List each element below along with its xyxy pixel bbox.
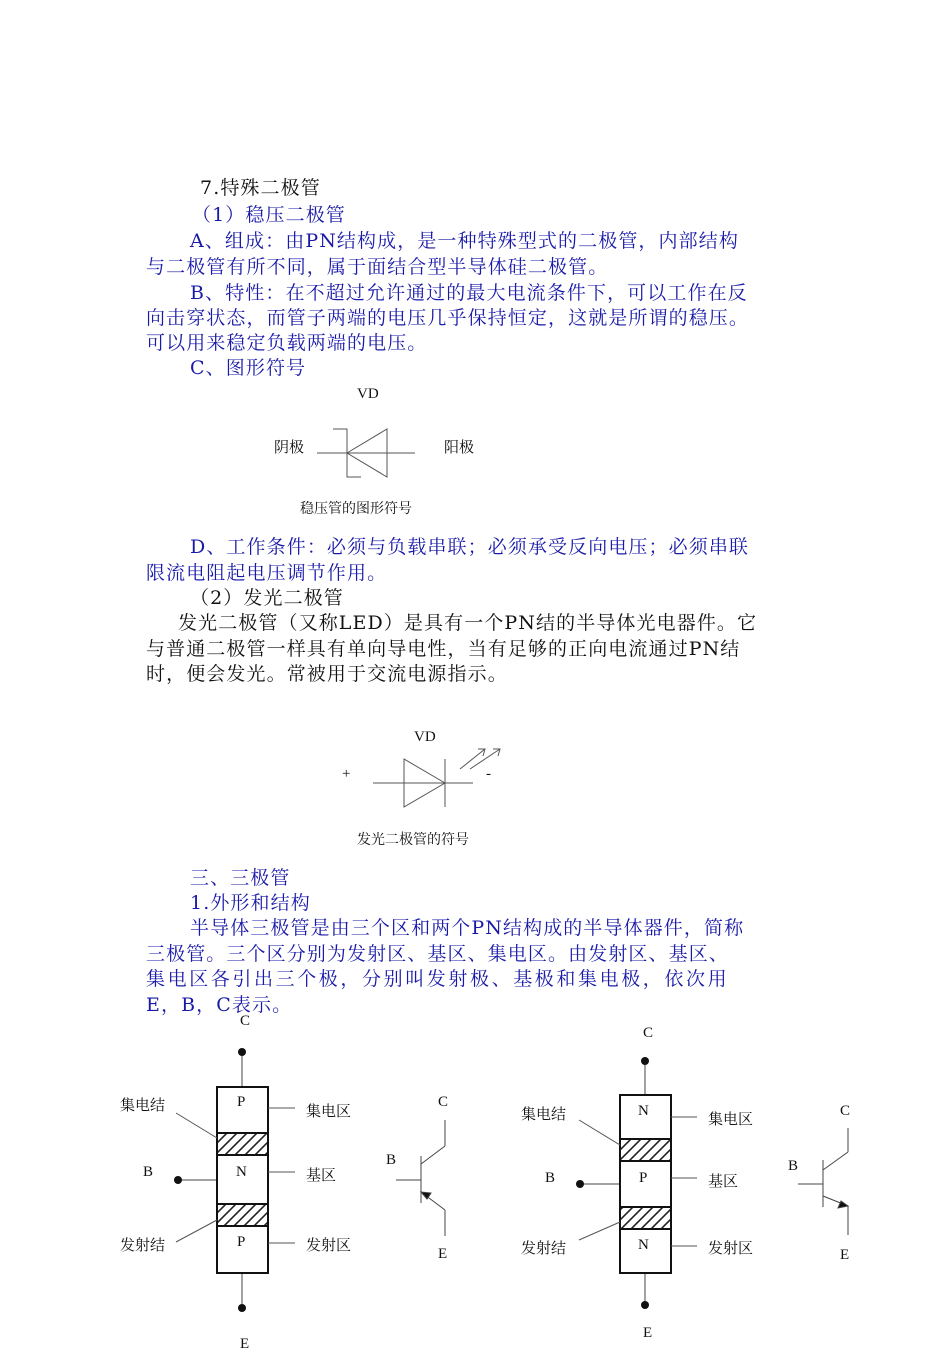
paragraph-line: 可以用来稳定负载两端的电压。 xyxy=(146,332,428,354)
paragraph-line: 发光二极管（又称LED）是具有一个PN结的半导体光电器件。它 xyxy=(178,612,758,634)
npn-symbol-c-label: C xyxy=(840,1103,851,1119)
pnp-collector-junction-label: 集电结 xyxy=(120,1098,166,1114)
led-symbol xyxy=(373,749,500,807)
pnp-emitter-region-label: 发射区 xyxy=(306,1238,352,1254)
npn-layer-top: N xyxy=(638,1103,649,1119)
paragraph-line: D、工作条件：必须与负载串联；必须承受反向电压；必须串联 xyxy=(190,536,750,558)
paragraph-line: 限流电阻起电压调节作用。 xyxy=(146,562,388,584)
npn-collector-junction-label: 集电结 xyxy=(521,1107,567,1123)
npn-collector-region-label: 集电区 xyxy=(708,1112,754,1128)
npn-c-label: C xyxy=(643,1025,654,1041)
zener-anode-label: 阳极 xyxy=(444,440,475,456)
npn-e-label: E xyxy=(643,1325,653,1341)
pnp-collector-region-label: 集电区 xyxy=(306,1104,352,1120)
npn-layer-bot: N xyxy=(638,1237,649,1253)
paragraph-line: 集电区各引出三个极，分别叫发射极、基极和集电极，依次用 xyxy=(146,968,730,990)
pnp-c-label: C xyxy=(240,1013,251,1029)
pnp-structure xyxy=(174,1048,295,1312)
paragraph-line: C、图形符号 xyxy=(190,357,307,379)
paragraph-line: A、组成：由PN结构成，是一种特殊型式的二极管，内部结构 xyxy=(190,230,739,252)
heading-shape-structure: 1.外形和结构 xyxy=(190,892,311,914)
light-arrow-2 xyxy=(470,749,500,769)
pnp-base-region-label: 基区 xyxy=(306,1168,337,1184)
paragraph-line: B、特性：在不超过允许通过的最大电流条件下，可以工作在反 xyxy=(190,282,748,304)
npn-structure xyxy=(576,1057,697,1309)
npn-base-region-label: 基区 xyxy=(708,1174,739,1190)
paragraph-line: 向击穿状态，而管子两端的电压几乎保持恒定，这就是所谓的稳压。 xyxy=(146,307,750,329)
pnp-symbol-b-label: B xyxy=(386,1152,397,1168)
pnp-layer-mid: N xyxy=(236,1164,247,1180)
paragraph-line: 与普通二极管一样具有单向导电性，当有足够的正向电流通过PN结 xyxy=(146,638,741,660)
paragraph-line: 半导体三极管是由三个区和两个PN结构成的半导体器件，简称 xyxy=(190,917,745,939)
pnp-emitter-junction-label: 发射结 xyxy=(120,1238,166,1254)
npn-symbol xyxy=(798,1128,848,1235)
heading-led: （2）发光二极管 xyxy=(190,587,344,609)
pnp-symbol-c-label: C xyxy=(438,1094,449,1110)
npn-emitter-region-label: 发射区 xyxy=(708,1241,754,1257)
zener-caption: 稳压管的图形符号 xyxy=(300,502,412,517)
paragraph-line: E，B，C表示。 xyxy=(146,994,293,1016)
pnp-symbol-e-label: E xyxy=(438,1246,448,1262)
paragraph-line: 三极管。三个区分别为发射区、基区、集电区。由发射区、基区、 xyxy=(146,943,729,965)
pnp-e-label: E xyxy=(240,1336,250,1352)
zener-vd-label: VD xyxy=(357,386,379,402)
light-arrow-1 xyxy=(460,749,485,769)
heading-transistor: 三、三极管 xyxy=(190,867,291,889)
led-caption: 发光二极管的符号 xyxy=(357,833,469,848)
led-plus-label: + xyxy=(342,766,351,782)
pnp-layer-top: P xyxy=(237,1094,246,1110)
npn-symbol-b-label: B xyxy=(788,1158,799,1174)
npn-b-label: B xyxy=(545,1170,556,1186)
pnp-b-label: B xyxy=(143,1164,154,1180)
npn-symbol-e-label: E xyxy=(840,1247,850,1263)
heading-zener-diode: （1）稳压二极管 xyxy=(192,204,346,226)
heading-special-diodes: 7.特殊二极管 xyxy=(200,177,321,199)
zener-symbol xyxy=(317,429,415,477)
paragraph-line: 与二极管有所不同，属于面结合型半导体硅二极管。 xyxy=(146,256,609,278)
pnp-symbol xyxy=(396,1120,445,1236)
paragraph-line: 时，便会发光。常被用于交流电源指示。 xyxy=(146,663,508,685)
pnp-layer-bot: P xyxy=(237,1234,246,1250)
led-vd-label: VD xyxy=(414,729,436,745)
npn-emitter-junction-label: 发射结 xyxy=(521,1241,567,1257)
led-minus-label: - xyxy=(486,766,491,782)
zener-cathode-label: 阴极 xyxy=(274,440,305,456)
npn-layer-mid: P xyxy=(639,1170,648,1186)
